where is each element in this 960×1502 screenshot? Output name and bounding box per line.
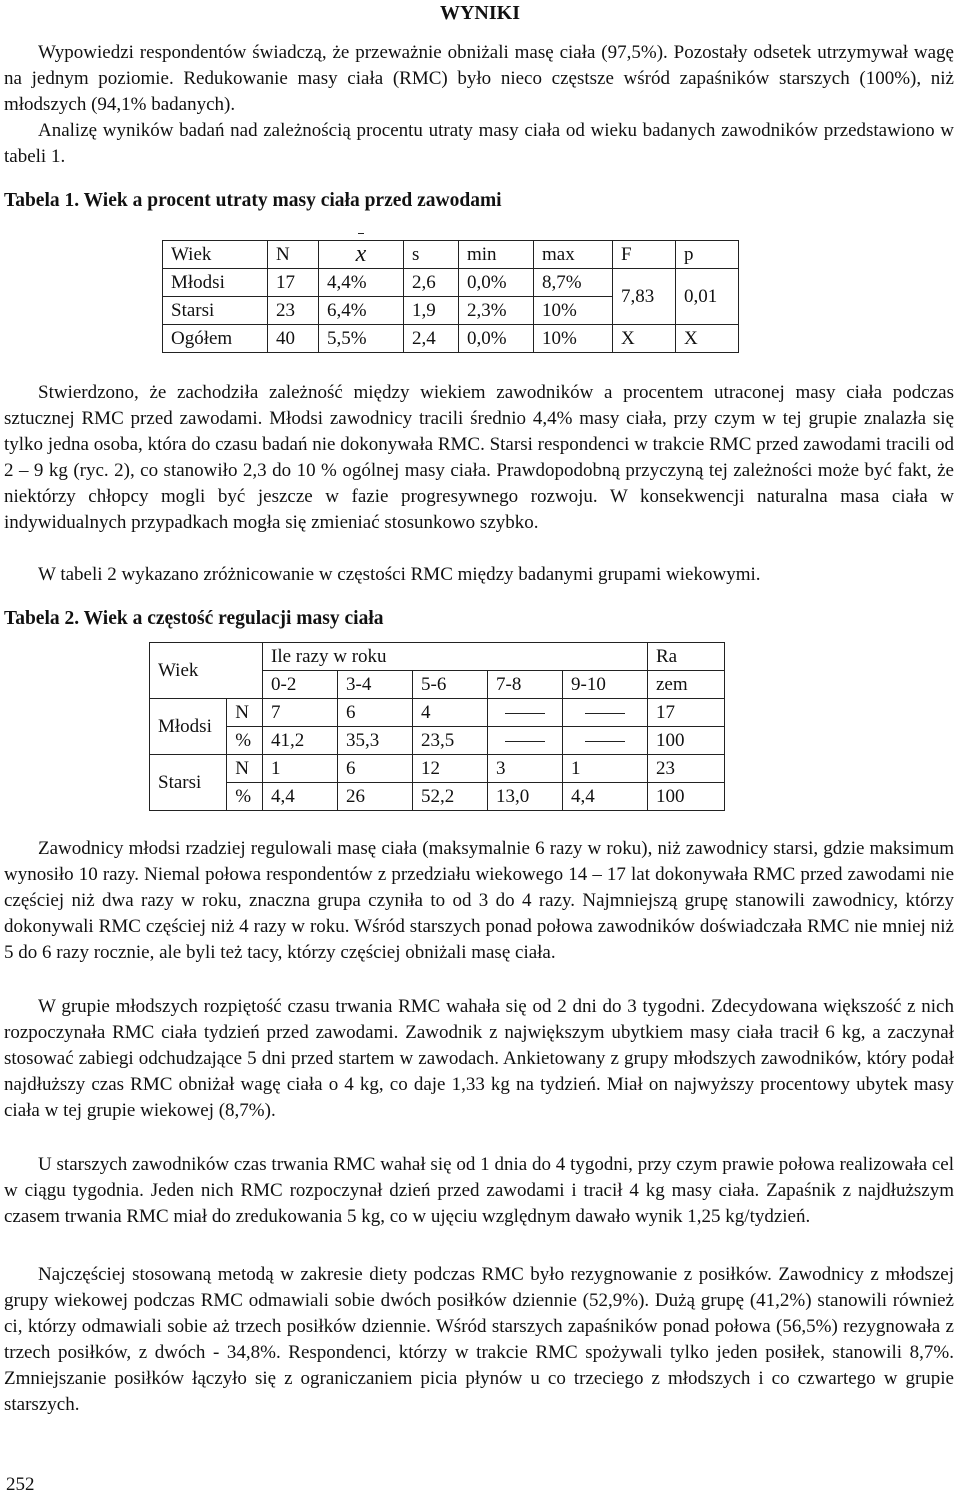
lower-paragraph-2: W grupie młodszych rozpiętość czasu trwania RMC wahała się od 2 dni do 3 tygodni. Zdecydowana większość z nich rozpoczynała RMC ciała tydzień przed zawodami. Zawodnik z największym ubytkiem masy ciała tracił 6 kg, a zaczynał stosować zabiegi odchudzające 5 dni przed startem w zawodach. Ankietowany z grupy młodszych zawodników, który podał najdłuższy czas RMC obniżał wagę ciała o 4 kg, co daje 1,33 kg na tydzień. Miał on najwyższy procentowy ubytek masy ciała w tej grupie wiekowej (8,7%). [4,996,954,1121]
table2-group-name: Młodsi [150,699,227,755]
table2-group-name: Starsi [150,755,227,811]
table-cell: Młodsi [163,269,268,297]
table-cell: 8,7% [534,269,613,297]
table2-range-cell: 7-8 [488,671,563,699]
table-cell: 2,6 [404,269,459,297]
table-cell-empty [563,699,648,727]
table2-range-cell: 5-6 [413,671,488,699]
table2-caption: Tabela 2. Wiek a częstość regulacji masy ciała [4,608,384,629]
table-cell: 13,0 [488,783,563,811]
table2-header-row [150,643,725,671]
table1-header-cell: F [613,241,676,269]
table-cell: 23 [268,297,319,325]
table1-header-cell: p [676,241,739,269]
table-row [163,269,739,297]
table2-row-label: % [227,727,263,755]
table-cell: 6,4% [319,297,404,325]
intro-paragraph-1: Wypowiedzi respondentów świadczą, że przeważnie obniżali masę ciała (97,5%). Pozostały odsetek utrzymywał wagę na jednym poziomie. Redukowanie masy ciała (RMC) było nieco częstsze wśród zapaśników starszych (100%), niż młodszych (94,1% badanych). [4,42,954,115]
mean-symbol: x [355,241,367,267]
table-cell: 2,3% [459,297,534,325]
table1-header-cell: Wiek [163,241,268,269]
table-cell: 7 [263,699,338,727]
table-cell: 2,4 [404,325,459,353]
table-cell: 6 [338,699,413,727]
table-row [150,755,725,783]
table-cell: 23,5 [413,727,488,755]
table1-p-value: 0,01 [676,269,739,325]
table-cell: 17 [268,269,319,297]
table-row [150,699,725,727]
table2 [149,642,725,811]
table1-header-row [163,241,739,269]
table1-header-cell: min [459,241,534,269]
table-row [163,325,739,353]
table-cell: 0,0% [459,325,534,353]
table-cell: 4,4 [263,783,338,811]
middle-paragraph-1: Stwierdzono, że zachodziła zależność między wiekiem zawodników a procentem utraconej masy ciała podczas sztucznej RMC przed zawodami. Młodsi zawodnicy tracili średnio 4,4% masy ciała, przy czym w tej grupie znalazła się tylko jedna osoba, która do czasu badań nie dokonywała RMC. Starsi respondenci w trakcie RMC przed zawodami tracili od 2 – 9 kg (ryc. 2), co stanowiło 2,3 do 10 % ogólnej masy ciała. Prawdopodobną przyczyną tej zależności może być fakt, że niektórzy chłopcy mogli być jeszcze w fazie progresywnego rozwoju. W konsekwencji naturalna masa ciała w indywidualnych przypadkach mogła się zmieniać stosunkowo szybko. [4,382,954,533]
table2-row-label: % [227,783,263,811]
table1-header-mean [319,241,404,269]
table-cell: X [613,325,676,353]
table-cell: 4 [413,699,488,727]
table2-header-group: Ile razy w roku [263,643,648,671]
table-cell: 1 [263,755,338,783]
dash-mark [585,741,625,742]
table-cell-empty [488,727,563,755]
table-cell: 52,2 [413,783,488,811]
table2-range-cell: 9-10 [563,671,648,699]
table-cell: 1 [563,755,648,783]
table-cell: 12 [413,755,488,783]
intro-paragraph-2: Analizę wyników badań nad zależnością procentu utraty masy ciała od wieku badanych zawodników przedstawiono w tabeli 1. [4,120,954,167]
table-cell: 5,5% [319,325,404,353]
table2-header-wiek: Wiek [150,643,263,699]
middle-paragraph-2: W tabeli 2 wykazano zróżnicowanie w częstości RMC między badanymi grupami wiekowymi. [38,564,761,585]
table-cell: Ogółem [163,325,268,353]
table-cell: 3 [488,755,563,783]
table-cell: 17 [648,699,725,727]
table-cell: 100 [648,727,725,755]
table-cell: 4,4% [319,269,404,297]
lower-paragraph-1: Zawodnicy młodsi rzadziej regulowali masę ciała (maksymalnie 6 razy w roku), niż zawodnicy starsi, gdzie maksimum wynosiło 10 razy. Niemal połowa respondentów z przedziału wiekowego 14 – 17 lat dokonywała RMC przed zawodami nie częściej niż dwa razy w roku, znaczna grupa czyniła to od 3 do 4 razy. Najmniejszą grupę stanowili zawodnicy, którzy dokonywali RMC częściej niż 4 razy w roku. Wśród starszych ponad połowa zawodników doświadczała RMC nie mniej niż 5 do 6 razy rocznie, ale byli też tacy, którzy częściej obniżali masę ciała. [4,838,954,963]
table-cell: 6 [338,755,413,783]
table-cell: X [676,325,739,353]
table-cell: 100 [648,783,725,811]
table-cell: 35,3 [338,727,413,755]
lower-paragraph-4: Najczęściej stosowaną metodą w zakresie diety podczas RMC było rezygnowanie z posiłków. Zawodnicy z młodszej grupy wiekowej podczas RMC odmawiali sobie dwóch posiłków dziennie (52,9%). Dużą grupę (41,2%) stanowili również ci, którzy odmawiali sobie aż trzech posiłków dziennie. Wśród starszych zapaśników ponad połowa (56,5%) rezygnowała z trzech posiłków, z dwóch - 34,8%. Respondenci, którzy w trakcie RMC spożywali tylko jeden posiłek, stanowili 8,7%. Zmniejszanie posiłków łączyło się z ograniczaniem picia płynów u co trzeciego z młodszych i co czwartego w grupie starszych. [4,1264,954,1415]
table2-header-razem-1: Ra [648,643,725,671]
table2-header-razem-2: zem [648,671,725,699]
table-cell: 0,0% [459,269,534,297]
dash-mark [505,713,545,714]
table1-f-value: 7,83 [613,269,676,325]
table-cell: 41,2 [263,727,338,755]
table-row [150,727,725,755]
table2-range-cell: 3-4 [338,671,413,699]
table2-row-label: N [227,755,263,783]
lower-paragraph-3: U starszych zawodników czas trwania RMC wahał się od 1 dnia do 4 tygodni, przy czym prawie połowa realizowała cel w ciągu tygodnia. Jeden nich RMC rozpoczynał dzień przed zawodami i tracił 4 kg masy ciała. Zapaśnik z najdłuższym czasem trwania RMC miał do zredukowania 5 kg, co w ujęciu względnym dawało wynik 1,25 kg/tydzień. [4,1154,954,1227]
table-cell-empty [488,699,563,727]
dash-mark [585,713,625,714]
page-number: 252 [6,1474,35,1495]
table1-header-cell: s [404,241,459,269]
table-cell: 23 [648,755,725,783]
dash-mark [505,741,545,742]
table2-range-cell: 0-2 [263,671,338,699]
table1 [162,240,739,353]
table-cell: 1,9 [404,297,459,325]
section-heading: WYNIKI [439,2,520,24]
table1-header-cell: max [534,241,613,269]
table-row [150,783,725,811]
table-cell: Starsi [163,297,268,325]
table2-row-label: N [227,699,263,727]
table-cell: 10% [534,297,613,325]
table-cell: 26 [338,783,413,811]
table-cell: 40 [268,325,319,353]
table-cell: 10% [534,325,613,353]
table1-header-cell: N [268,241,319,269]
table-cell: 4,4 [563,783,648,811]
table-cell-empty [563,727,648,755]
table1-caption: Tabela 1. Wiek a procent utraty masy ciała przed zawodami [4,190,502,211]
